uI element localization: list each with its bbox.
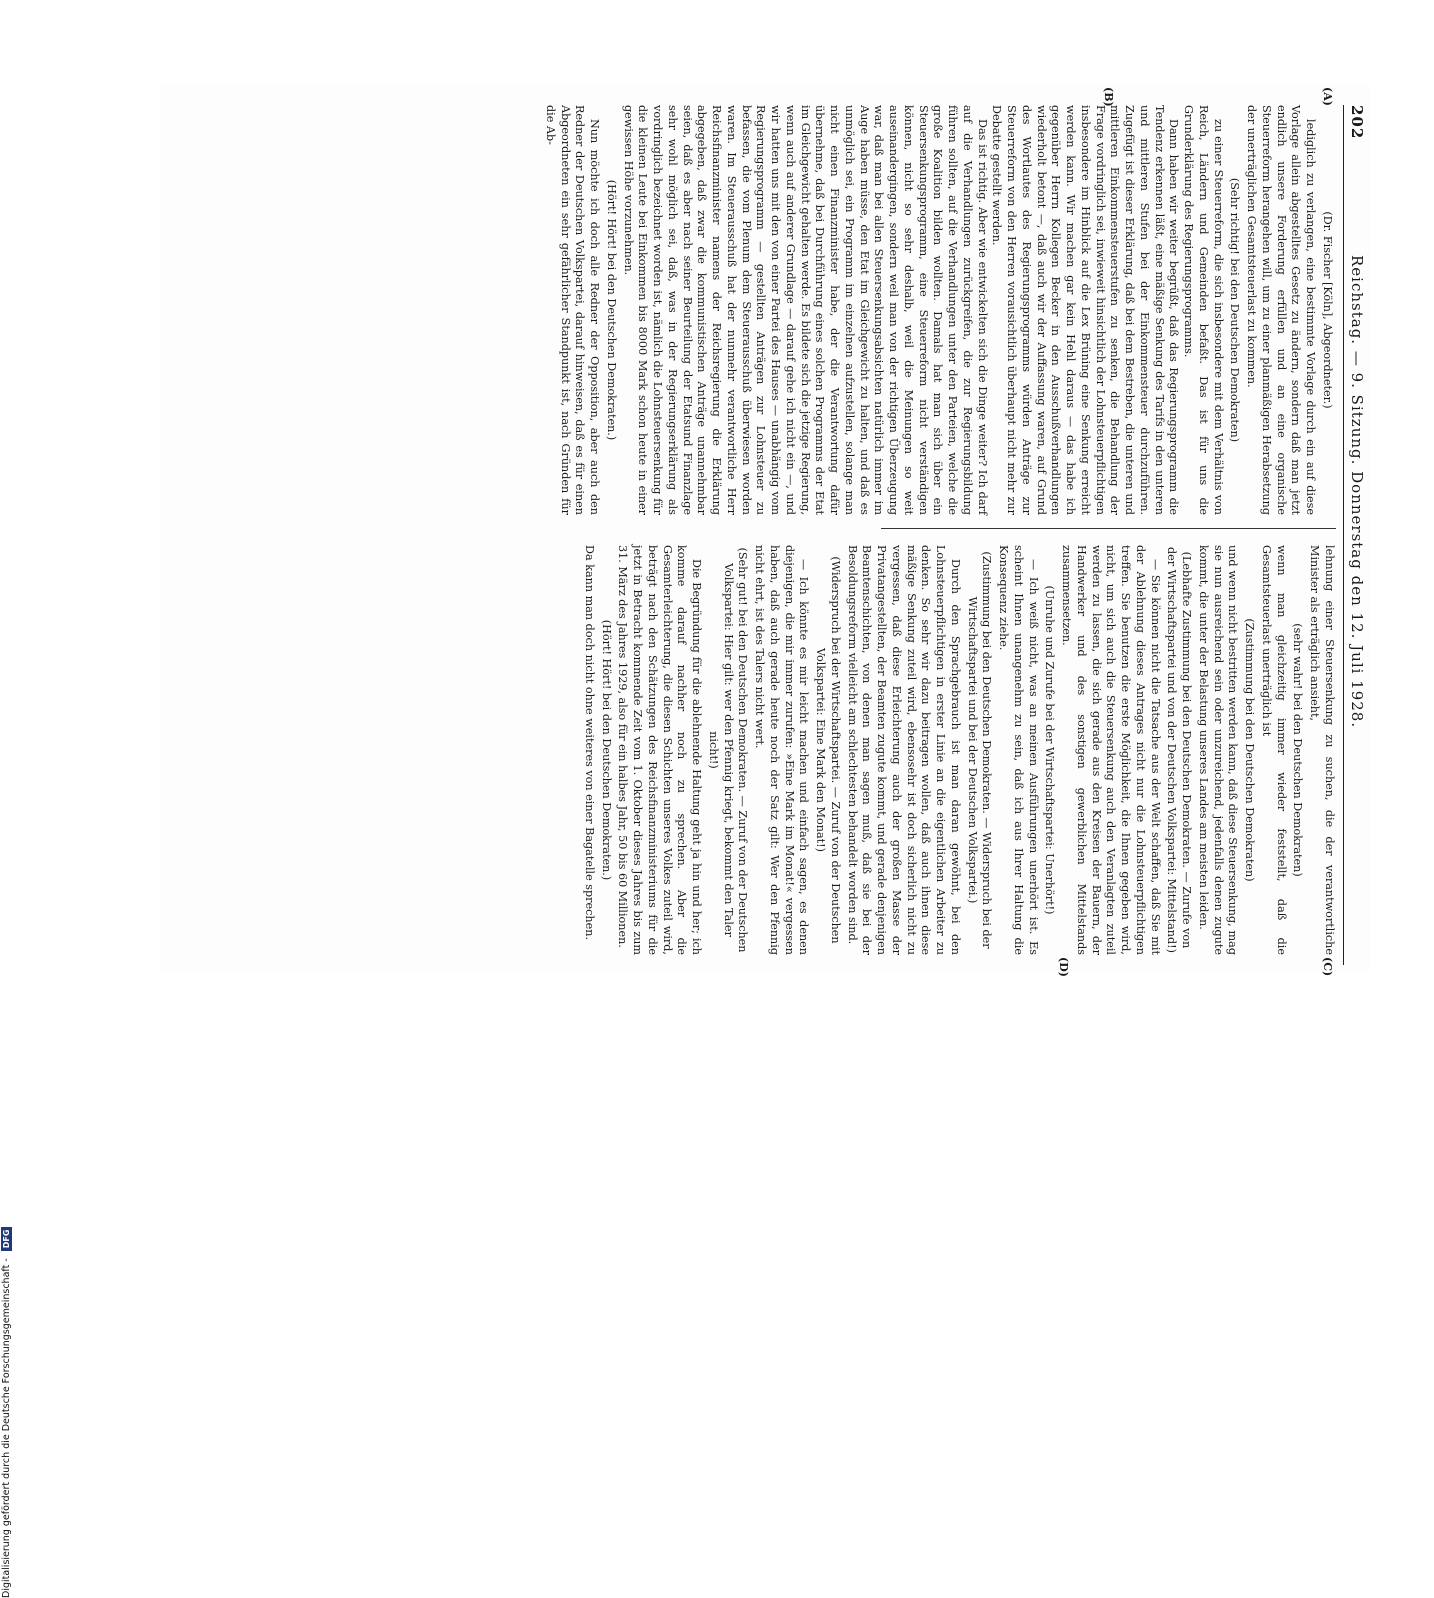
interjection: (Hört! Hört! bei den Deutschen Demokraten.): [605, 179, 618, 441]
paragraph: Dann haben wir weiter begrüßt, daß das Regierungsprogramm die Tendenz erkennen läßt, eine mäßige Senkung des Tarifs in den unteren und mittleren Stufen bei der Einkommensteuer durchzuführen. Zugefügt ist dieser Erklärung, daß bei dem Bestreben, die unteren und mittleren Einkommensteuerstufen zu senken, die Behandlung der Frage vordringlich sei, inwieweit hinsichtlich der Lohnsteuerpflichtigen insbesondere im Hinblick auf die Lex Brüning eine Senkung erreicht werden kann. Wir machen gar kein Hehl daraus — das habe ich gegenüber Herrn Kollegen Becker in den Ausschußverhandlungen wiederholt betont —, daß auch wir der Auffassung waren, auf Grund des Wortlautes des Regierungsprogramms würden Anträge zur Steuerreform von den Herren vorausichtlich überhaupt nicht mehr zur Debatte gestellt werden.: [990, 105, 1181, 515]
running-head: Reichstag. — 9. Sitzung. Donnerstag den 12. Juli 1928.: [1348, 255, 1366, 729]
paragraph: lediglich zu verlangen, eine bestimmte Vorlage durch ein auf diese Vorlage allein abgestelltes Gesetz zu ändern, sondern daß man jetzt endlich unsere Forderung erfüllen und an eine organische Steuerreform herangehen will, um zu einer planmäßigen Herabsetzung der unerträglichen Gesamtsteuerlast zu kommen.: [1245, 105, 1318, 515]
column-divider: [881, 528, 1336, 529]
paragraph: zu einer Steuerreform, die sich insbesondere mit dem Verhältnis von Reich, Ländern und Gemeinden befaßt. Das ist für uns die Grunderklärung des Regierungsprogramms.: [1182, 105, 1225, 515]
margin-mark-d: (D): [1057, 957, 1070, 977]
paragraph: — Sie können nicht die Tatsache aus der Welt schaffen, daß Sie mit der Ablehnung dieses Antrages nicht nur die Lohnsteuerpflichtigen treffen. Sie benutzen die erste Möglichkeit, die Ihnen gegeben wird, nicht, um sich auch die Steuersenkung auch den Veranlagten zuteil werden zu lassen, die sich gerade aus den Kreisen der Bauern, der Handwerker und des sonstigen gewerblichen Mittelstands zusammensetzen.: [1060, 545, 1162, 955]
paragraph: Das ist richtig. Aber wie entwickelten sich die Dinge weiter? Ich darf auf die Verhandlungen zurückgreifen, die zur Regierungsbildung führen sollten, auf die Verhandlungen unter den Parteien, welche die große Koalition bilden wollten. Damals hat man sich über ein Steuersenkungsprogramm, eine Steuerreform nicht verständigen können, nicht so sehr deshalb, weil die Meinungen so weit auseinandergingen, sondern weil man von der richtigen Überzeugung war, daß man bei allen Steuersenkungsabsichten natürlich immer im Auge haben müsse, den Etat im Gleichgewicht zu halten, und daß es unmöglich sei, ein Programm im einzelnen aufzustellen, solange man nicht einen Finanzminister habe, der die Verantwortung dafür übernehme, daß bei Durchführung eines solchen Programms der Etat im Gleichgewicht gehalten werde. Es bildete sich die jetzige Regierung, wenn auch auf anderer Grundlage — darauf gehe ich nicht ein —, und wir hatten uns mit den von einer Partei des Hauses — unabhängig vom Regierungsprogramm — gestellten Anträgen zur Lohnsteuer zu befassen, die vom Plenum dem Steuerausschuß überwiesen worden waren. Im Steuerausschuß hat der nunmehr verantwortliche Herr Reichsfinanzminister namens der Reichsregierung die Erklärung abgegeben, daß zwar die kommunistischen Anträge unannehmbar seien, daß es aber nach seiner Beurteilung der Etatsund Finanzlage sehr wohl möglich sei, daß, was in der Regierungserklärung als vordringlich bezeichnet worden ist, nämlich die Lohnsteuersenkung für die kleinen Leute bei Einkommen bis 8000 Mark schon heute in einer gewissen Höhe vorzunehmen.: [621, 105, 989, 515]
digitization-credit: [1, 598, 19, 1598]
interjection: (sehr wahr! bei den Deutschen Demokraten): [1291, 623, 1305, 877]
paragraph: Die Begründung für die ablehnende Haltung geht ja hin und her; ich komme darauf nachher noch zu sprechen. Aber die Gesamterleichterung, die diesen Schichten unseres Volkes zuteil wird, beträgt nach den Schätzungen des Reichsfinanzministeriums für die jetzt in Betracht kommende Zeit vom 1. Oktober dieses Jahres bis zum 31. März des Jahres 1929, also für ein halbes Jahr, 50 bis 60 Millionen.: [616, 545, 704, 955]
paragraph: Da kann man doch nicht ohne weiteres von einer Bagatelle sprechen.: [583, 545, 596, 941]
interjection: (Sehr richtig! bei den Deutschen Demokraten): [1228, 177, 1242, 443]
paragraph: wenn man gleichzeitig immer wieder feststellt, daß die Gesamtsteuerlast unerträglich ist: [1260, 545, 1288, 955]
margin-mark-a: (A): [1321, 87, 1334, 106]
dfg-logo: DFG: [1, 1227, 12, 1252]
paragraph: Nun möchte ich doch alle Redner der Opposition, aber auch den Redner der Deutschen Volkspartei, darauf hinweisen, daß es für einen Abgeordneten ein sehr gefährlicher Standpunkt ist, nach Gründen für die Ab-: [544, 105, 602, 515]
paragraph: und wenn nicht bestritten werden kann, daß diese Steuersenkung, mag sie nun ausreichend sein oder unzureichend, jedenfalls denen zugute kommt, die unter der Belastung unseres Landes am meisten leiden.: [1197, 545, 1240, 955]
paragraph: Durch den Sprachgebrauch ist man daran gewöhnt, bei den Lohnsteuerpflichtigen in erster Linie an die eigentlichen Arbeiter zu denken. So sehr wir dazu beitragen wollen, daß auch ihnen diese mäßige Senkung zuteil wird, ebensosehr ist doch sicherlich nicht zu vergessen, daß diese Erleichterung auch der großen Masse der Privatangestellten, der Beamten zugute kommt, und gerade denjenigen Beamtenschichten, von denen man sagen muß, daß sie bei der Besoldungsreform vielleicht am schlechtesten behandelt worden sind.: [845, 545, 962, 955]
interjection: (Zustimmung bei den Deutschen Demokraten): [1243, 618, 1257, 882]
interjection: (Zustimmung bei den Deutschen Demokraten. — Widerspruch bei der Wirtschaftspartei und bei der Deutschen Volkspartei.): [965, 551, 994, 949]
interjection: (Lebhafte Zustimmung bei den Deutschen Demokraten. — Zurufe von der Wirtschaftspartei und von der Deutschen Volkspartei: Mittelstand!): [1165, 546, 1194, 954]
speaker-line: (Dr. Fischer [Köln], Abgeordneter.): [1321, 211, 1334, 409]
right-column: [581, 545, 1336, 955]
credit-text: Digitalisierung gefördert durch die Deutsche Forschungsgemeinschaft -: [1, 1258, 12, 1598]
interjection: (Widerspruch bei der Wirtschaftspartei. — Zuruf von der Deutschen Volkspartei: Eine Mark den Monat!): [814, 556, 842, 944]
page-header: [1343, 105, 1370, 965]
paragraph: lehnung einer Steuersenkung zu suchen, die der verantwortliche Minister als erträglich ansieht,: [1308, 545, 1336, 955]
margin-mark-b: (B): [1102, 87, 1115, 107]
document-page: [160, 85, 1370, 977]
interjection: (Unruhe und Zurufe bei der Wirtschaftspartei: Unerhört!): [1043, 585, 1057, 915]
page-number: 202: [1348, 105, 1366, 140]
margin-mark-c: (C): [1321, 957, 1334, 977]
interjection: (Sehr gut! bei den Deutschen Demokraten. — Zuruf von der Deutschen Volkspartei: Hier gilt: wer den Pfennig kriegt, bekommt den Taler nicht!): [707, 547, 750, 953]
paragraph: — Ich weiß nicht, was an meinen Ausführungen unerhört ist. Es scheint Ihnen unangenehm zu sein, daß ich aus Ihrer Haltung die Konsequenz ziehe.: [997, 545, 1040, 955]
paragraph: — Ich könnte es mir leicht machen und einfach sagen, es denen diejenigen, die mir immer zurufen: »Eine Mark im Monat!« vergessen haben, daß auch gerade heute noch der Satz gilt: Wer den Pfennig nicht ehrt, ist des Talers nicht wert.: [753, 545, 811, 955]
left-column: [542, 105, 1336, 515]
interjection: (Hört! Hört! bei den Deutschen Demokraten.): [599, 619, 613, 881]
